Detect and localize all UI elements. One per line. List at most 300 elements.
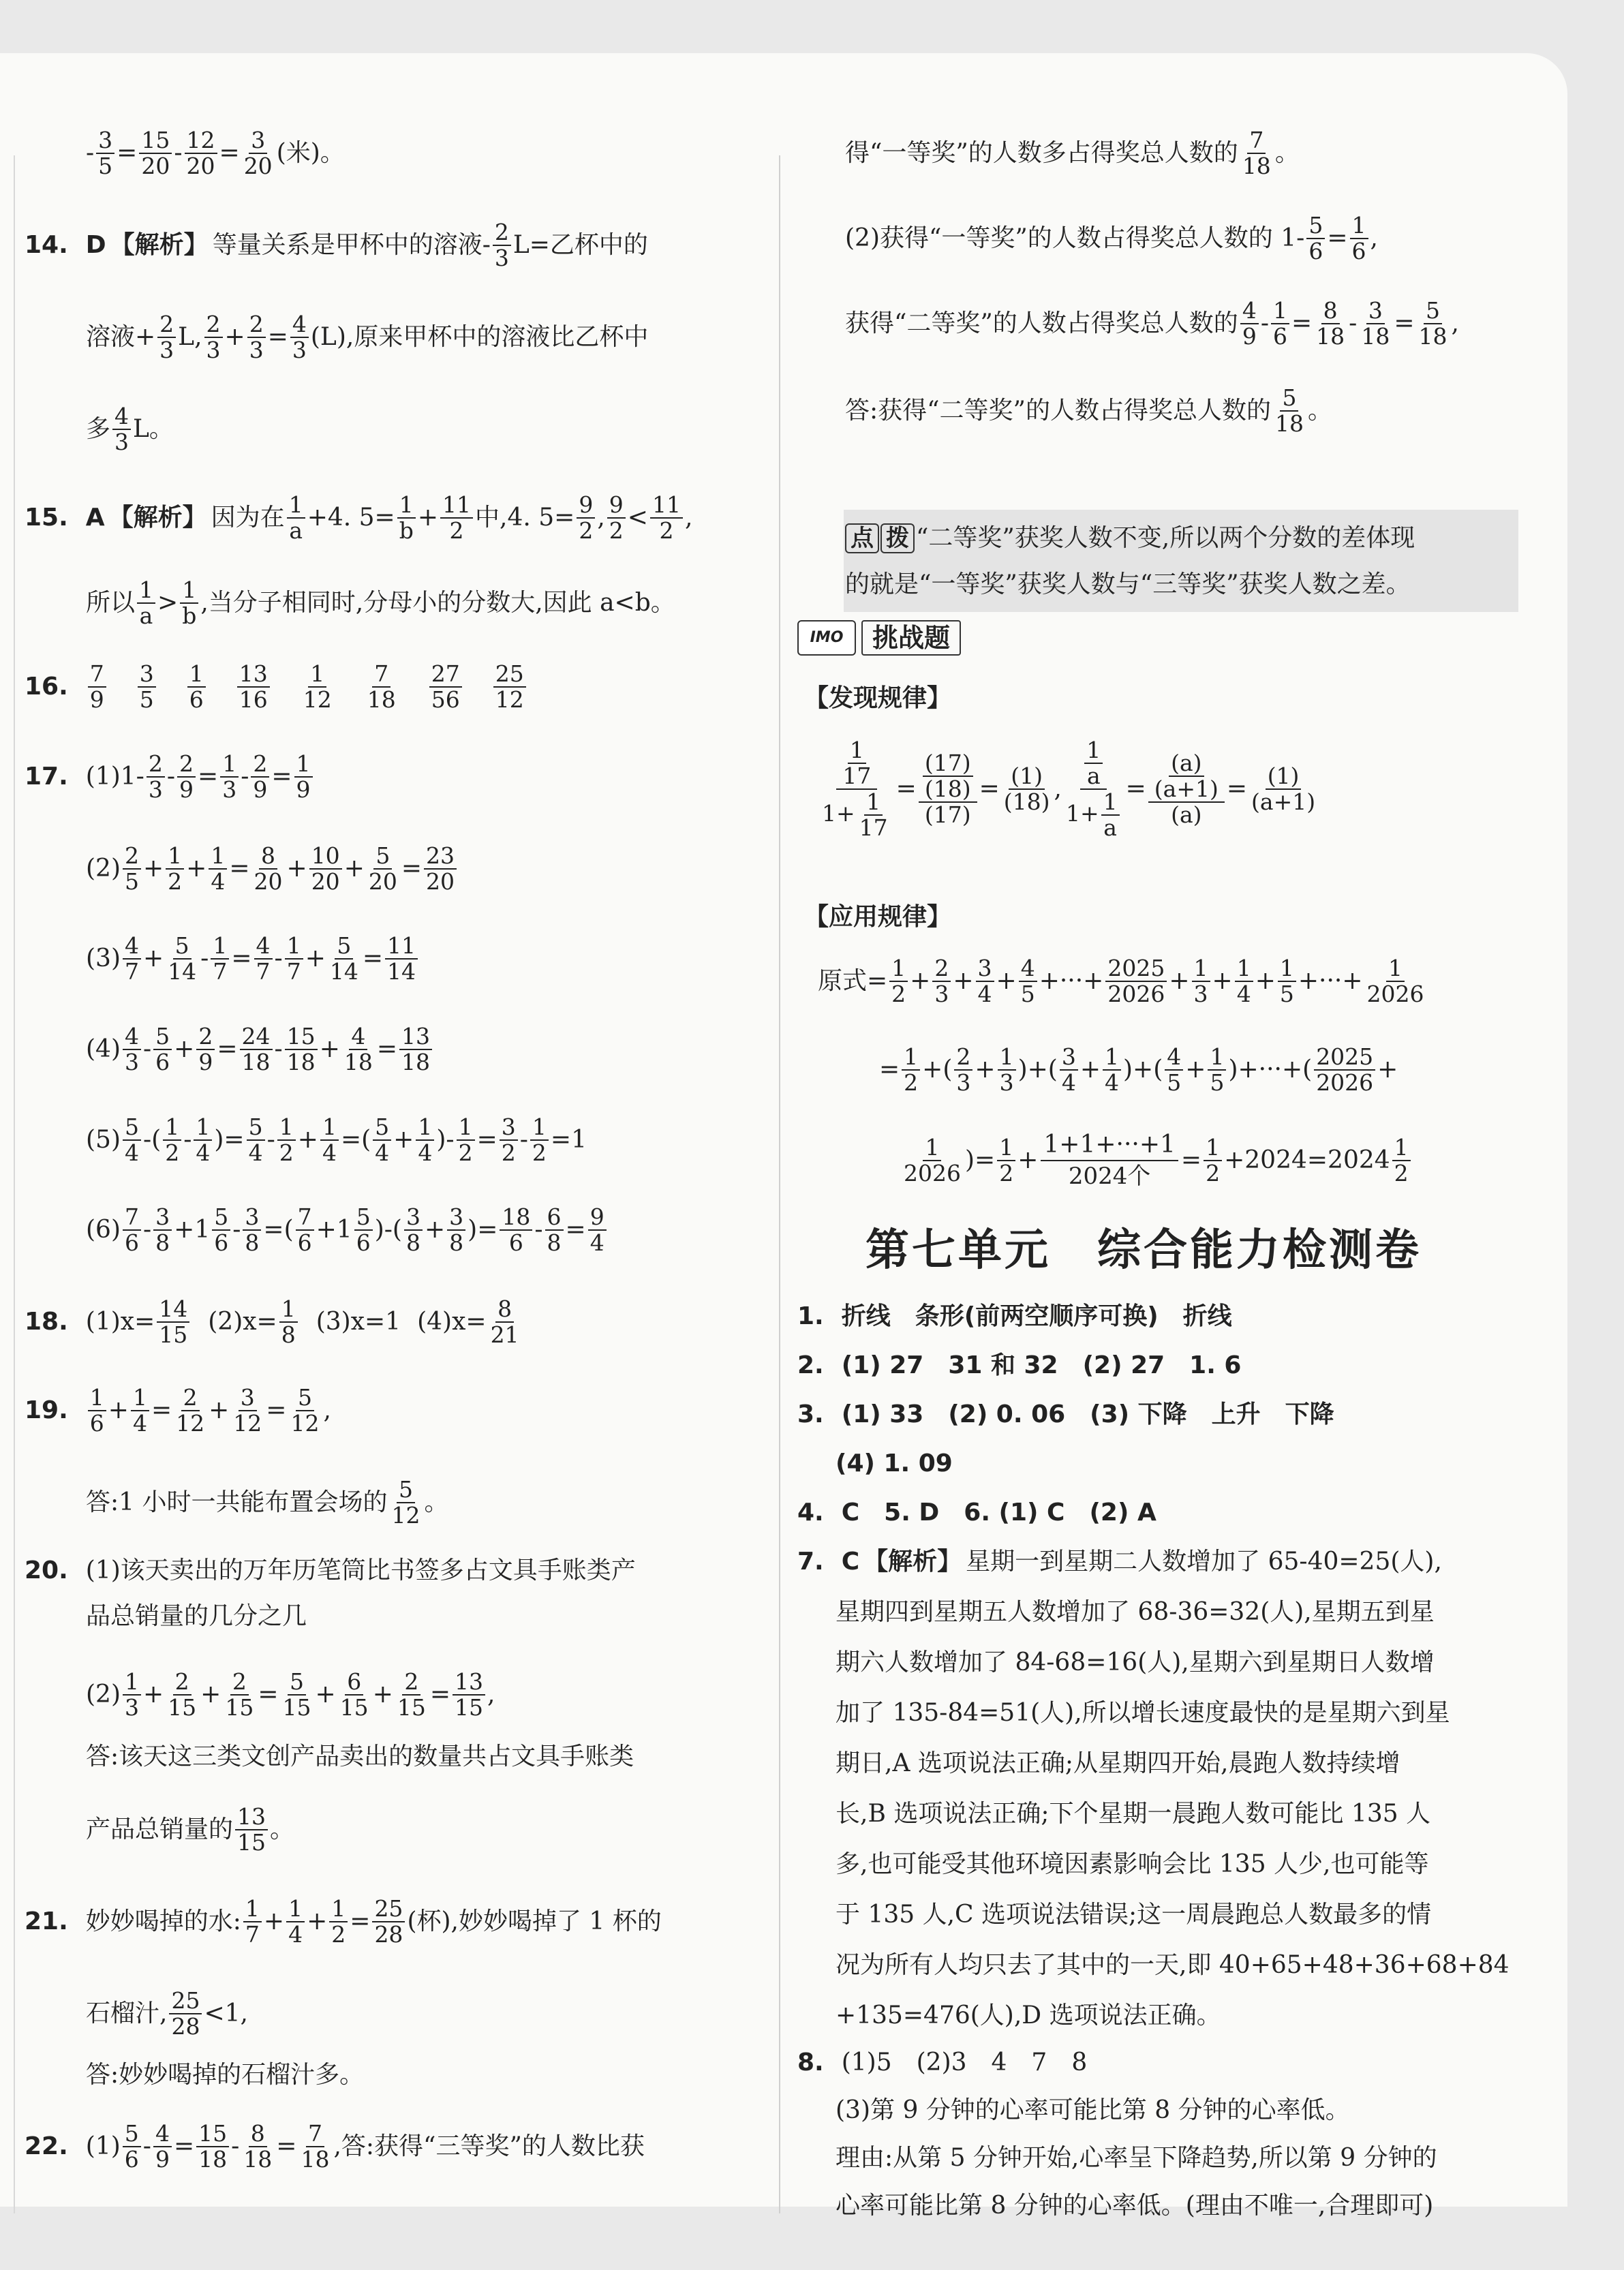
plus-sign: +	[1185, 1056, 1206, 1084]
text: -	[274, 1035, 283, 1063]
denominator: 56	[431, 686, 460, 713]
u7-line: 于 135 人,C 选项说法错误;这一周晨跑总人数最多的情	[836, 1901, 1432, 1929]
denominator: 4	[125, 1139, 139, 1166]
fraction	[1359, 298, 1392, 349]
text: 产品总销量的	[86, 1815, 234, 1843]
question-number: 17.	[25, 763, 68, 791]
denominator: 2026	[1107, 981, 1165, 1007]
question-number: 15.	[25, 504, 68, 532]
text: (1)x=	[85, 1308, 155, 1336]
fraction	[285, 934, 303, 984]
q16-line	[25, 662, 528, 712]
text: =	[429, 1681, 451, 1708]
numerator	[836, 738, 877, 790]
numerator: 24	[240, 1024, 273, 1050]
text: 1+	[1065, 800, 1099, 827]
fraction	[209, 844, 227, 894]
q16-fraction-list	[86, 662, 528, 712]
numerator: 2	[147, 752, 165, 778]
denominator: 6	[89, 1410, 104, 1437]
text: ,	[597, 504, 605, 532]
tip-line1	[845, 523, 1415, 553]
numerator: 1	[194, 1115, 212, 1141]
numerator: 5	[247, 1115, 265, 1141]
part-label: (3)	[86, 945, 121, 972]
denominator: 9	[89, 686, 104, 713]
text: 答:获得“二等奖”的人数占得奖总人数的	[845, 397, 1271, 425]
text: +	[417, 504, 439, 532]
text: =	[266, 1396, 287, 1424]
denominator: 2026	[904, 1160, 961, 1186]
plus-sign: +	[1255, 967, 1276, 995]
q20-line1	[25, 1556, 636, 1586]
text: 品总销量的几分之几	[86, 1602, 307, 1630]
fraction	[241, 2121, 274, 2172]
denominator: 5	[98, 153, 113, 179]
denominator: 20	[426, 868, 455, 895]
denominator: 8	[245, 1229, 260, 1256]
denominator: 6	[1308, 238, 1323, 264]
text: ,答:获得“三等奖”的人数比获	[333, 2132, 645, 2160]
numerator: 2	[157, 312, 176, 338]
fraction	[1249, 764, 1317, 814]
fraction	[328, 934, 361, 984]
denominator: 4	[211, 868, 226, 895]
denominator: 15	[225, 1694, 254, 1721]
u7-line: 星期四到星期五人数增加了 68-36=32(人),星期五到星	[836, 1598, 1435, 1626]
text: (2)x=	[208, 1308, 277, 1336]
numerator: 1	[1278, 956, 1296, 982]
text: +	[200, 1681, 221, 1708]
denominator: 8	[281, 1321, 296, 1348]
numerator: 1	[123, 1670, 141, 1696]
numerator: 4	[349, 1024, 367, 1050]
question-number: 4.	[797, 1499, 824, 1527]
numerator: 2	[196, 1024, 215, 1050]
denominator: 20	[186, 153, 215, 179]
fraction	[607, 493, 626, 543]
fraction	[354, 1205, 373, 1255]
denominator: 6	[189, 686, 204, 713]
numerator: 3	[1060, 1045, 1078, 1071]
text: =	[219, 139, 240, 167]
numerator: 2	[177, 752, 196, 778]
numerator: 15	[139, 128, 172, 154]
numerator: 7	[372, 662, 390, 688]
numerator: 1	[902, 1045, 920, 1071]
part-label: (6)	[86, 1216, 121, 1244]
text: -	[200, 945, 209, 972]
fraction	[1165, 1045, 1183, 1095]
fraction	[1271, 298, 1289, 349]
numerator: 5	[123, 2121, 141, 2147]
numerator: 7	[123, 1205, 141, 1231]
denominator: (17)	[924, 801, 971, 828]
denominator: 3	[148, 776, 163, 803]
q14-line2	[86, 312, 648, 363]
text: +4. 5=	[307, 504, 395, 532]
numerator: 4	[123, 1024, 141, 1050]
numerator: 3	[1366, 298, 1385, 324]
text: -	[519, 1126, 528, 1154]
numerator: 8	[1321, 298, 1340, 324]
numerator: 1	[1208, 1045, 1226, 1071]
fraction	[96, 128, 114, 179]
fraction	[285, 1024, 318, 1075]
text: -	[86, 139, 95, 167]
denominator: 2	[579, 517, 594, 544]
answer-letter: A	[85, 504, 105, 532]
text: ,	[1054, 775, 1062, 803]
fraction	[166, 934, 198, 984]
q14-line1	[25, 220, 648, 271]
numerator: 2	[932, 956, 951, 982]
numerator: 2	[204, 312, 223, 338]
text: +	[143, 1681, 164, 1708]
fraction	[1350, 213, 1368, 264]
denominator: 5	[139, 686, 154, 713]
denominator: 7	[125, 958, 139, 985]
fraction	[123, 844, 141, 894]
tip-line2	[845, 570, 1411, 600]
numerator: 9	[577, 493, 595, 519]
fraction	[88, 662, 106, 712]
numerator: 1	[294, 752, 313, 778]
text: (3)x=1	[316, 1308, 401, 1336]
text: =	[1291, 309, 1313, 337]
text: +	[315, 1681, 336, 1708]
denominator	[1064, 790, 1124, 840]
u3	[797, 1400, 1334, 1430]
text: =	[173, 2132, 195, 2160]
q17-p6	[86, 1205, 609, 1255]
denominator: 18	[343, 1049, 373, 1075]
fraction	[88, 1385, 106, 1436]
brace-content: 1+1+···+1	[1041, 1130, 1178, 1161]
text: -	[143, 1216, 152, 1244]
q19-answer	[86, 1477, 449, 1528]
numerator: 1	[277, 1115, 296, 1141]
q18-line	[25, 1297, 523, 1347]
fraction	[372, 1897, 405, 1947]
denominator: 2	[449, 517, 464, 544]
text: -	[534, 1216, 543, 1244]
fraction	[1105, 956, 1167, 1007]
fraction	[1235, 956, 1253, 1007]
fraction	[290, 312, 309, 363]
text: -	[232, 1216, 241, 1244]
complex-fraction	[1148, 751, 1225, 827]
fraction	[131, 1385, 149, 1436]
answer-text: (1) 33 (2) 0. 06 (3) 下降 上升 下降	[841, 1400, 1334, 1428]
r-line3	[845, 298, 1459, 349]
fraction	[251, 752, 269, 802]
numerator: 1	[220, 752, 239, 778]
denominator: 15	[455, 1694, 484, 1721]
denominator: a	[289, 517, 303, 544]
denominator: 2	[331, 1921, 346, 1948]
fraction	[1192, 956, 1210, 1007]
text: 中,4. 5=	[475, 504, 575, 532]
fraction	[235, 1805, 268, 1855]
numerator: 1	[997, 1135, 1015, 1161]
text: L。	[133, 415, 174, 443]
numerator: 1	[187, 662, 206, 688]
u7-line: 长,B 选项说法正确;下个星期一晨跑人数可能比 135 人	[836, 1800, 1431, 1828]
part-label: (2)	[86, 855, 121, 883]
numerator: 1	[1386, 956, 1405, 982]
denominator: 3	[1193, 981, 1208, 1007]
denominator: 17	[859, 814, 888, 841]
denominator: 7	[286, 958, 301, 985]
denominator: 2	[1206, 1160, 1221, 1186]
fraction	[1314, 1045, 1375, 1095]
numerator: 5	[397, 1477, 415, 1503]
brace-label: 2024个	[1068, 1163, 1151, 1190]
denominator: 18	[241, 1049, 271, 1075]
numerator: 1	[457, 1115, 475, 1141]
text: +	[224, 323, 245, 351]
fraction	[1306, 213, 1325, 264]
denominator: 5	[1020, 981, 1035, 1007]
numerator: 4	[1019, 956, 1037, 982]
fraction	[163, 1115, 181, 1165]
text: 得“一等奖”的人数多占得奖总人数的	[845, 139, 1238, 167]
text: =	[476, 1126, 497, 1154]
denominator: 6	[1272, 323, 1287, 350]
denominator: a	[1086, 763, 1101, 789]
denominator: 3	[125, 1694, 139, 1721]
apply-line3	[900, 1130, 1413, 1191]
numerator: 2	[181, 1385, 200, 1411]
text: 1+	[822, 800, 855, 827]
numerator: 2	[251, 752, 269, 778]
denominator: 8	[449, 1229, 464, 1256]
numerator: 1	[131, 1385, 149, 1411]
q21-line1	[25, 1897, 662, 1947]
fraction	[123, 1670, 141, 1720]
text: 答:1 小时一共能布置会场的	[86, 1488, 388, 1516]
numerator: 5	[1280, 386, 1298, 412]
fraction	[1365, 956, 1426, 1007]
numerator: 10	[309, 844, 342, 870]
denominator: 14	[329, 958, 358, 985]
numerator: 1	[308, 662, 326, 688]
fraction	[220, 752, 239, 802]
numerator: 1	[1103, 1045, 1121, 1071]
denominator: 12	[290, 1410, 320, 1437]
fraction	[123, 934, 141, 984]
fraction	[373, 1115, 391, 1165]
text: 。	[270, 1815, 295, 1843]
numerator: 1	[1235, 956, 1253, 982]
fraction	[153, 1024, 172, 1075]
fraction	[416, 1115, 434, 1165]
denominator: 4	[1061, 1069, 1076, 1096]
text: L=乙杯中的	[512, 231, 648, 259]
text: 等量关系是甲杯中的溶液-	[212, 231, 491, 259]
fraction	[196, 1024, 215, 1075]
q20-line5	[86, 1805, 294, 1855]
text: 因为在	[211, 504, 285, 532]
fraction	[493, 220, 511, 271]
fraction	[123, 1115, 141, 1165]
text: =(	[340, 1126, 371, 1154]
denominator: 4	[1236, 981, 1251, 1007]
q15-line2	[86, 578, 675, 628]
numerator: 3	[976, 956, 994, 982]
denominator: 3	[206, 337, 221, 363]
denominator: 2	[659, 517, 674, 544]
numerator: 2	[123, 844, 141, 870]
fraction	[998, 1045, 1016, 1095]
denominator: 18	[1361, 323, 1390, 350]
text: =	[879, 1056, 900, 1084]
numerator: 3	[404, 1205, 423, 1231]
fraction	[1101, 790, 1120, 840]
fraction	[1002, 764, 1052, 814]
denominator: 8	[547, 1229, 562, 1256]
numerator: 1	[1392, 1135, 1411, 1161]
text: +	[393, 1126, 414, 1154]
denominator: 18	[367, 686, 396, 713]
denominator: 12	[233, 1410, 262, 1437]
text: )=	[964, 1146, 996, 1174]
answer-text: 折线 条形(前两空顺序可换) 折线	[841, 1302, 1232, 1330]
numerator: 7	[1247, 128, 1266, 154]
text: =	[401, 855, 423, 883]
section-label: 【应用规律】	[804, 903, 952, 931]
fraction	[243, 1205, 261, 1255]
numerator: 5	[173, 934, 191, 960]
numerator: 1	[848, 738, 866, 764]
fraction	[287, 493, 305, 543]
denominator: 3	[249, 337, 264, 363]
denominator: 20	[243, 153, 273, 179]
fraction	[1019, 956, 1037, 1007]
numerator: 12	[185, 128, 217, 154]
text: )+···+(	[1228, 1056, 1313, 1084]
fraction	[1240, 128, 1273, 179]
numerator: 8	[259, 844, 277, 870]
numerator: 15	[285, 1024, 318, 1050]
denominator: (a+1)	[1251, 788, 1316, 815]
denominator: 6	[214, 1229, 229, 1256]
fraction	[286, 1897, 305, 1947]
text: +···+	[1298, 967, 1363, 995]
part-label: (4)	[86, 1035, 121, 1063]
numerator: 1	[243, 1897, 262, 1922]
numerator: 1	[209, 844, 227, 870]
denominator: 9	[155, 2146, 170, 2173]
numerator: 1	[211, 934, 229, 960]
fraction	[447, 1205, 465, 1255]
numerator: 9	[588, 1205, 607, 1231]
text: =	[271, 763, 292, 791]
denominator: 4	[132, 1410, 147, 1437]
numerator	[919, 751, 977, 803]
text: 溶液+	[86, 323, 156, 351]
denominator: 12	[176, 1410, 205, 1437]
fraction	[429, 662, 462, 712]
fraction	[301, 662, 334, 712]
numerator: 5	[335, 934, 353, 960]
denominator: 20	[368, 868, 397, 895]
u7-line: 期六人数增加了 84-68=16(人),星期六到星期日人数增	[836, 1648, 1435, 1676]
fraction	[139, 128, 172, 179]
fraction	[177, 752, 196, 802]
text: <	[627, 504, 648, 532]
fraction	[252, 844, 285, 894]
denominator: 28	[171, 2013, 200, 2040]
analysis-tag: 【解析】	[108, 504, 207, 532]
denominator: 18	[1242, 153, 1271, 179]
denominator: 2	[999, 1160, 1014, 1186]
numerator: 1	[180, 578, 198, 604]
text: 。	[1307, 397, 1332, 425]
fraction	[650, 493, 683, 543]
text: 妙妙喝掉的水:	[85, 1907, 241, 1935]
numerator: 1	[1350, 213, 1368, 239]
question-number: 19.	[25, 1396, 68, 1424]
fraction	[857, 790, 890, 840]
denominator: 14	[387, 958, 416, 985]
text: +	[372, 1681, 393, 1708]
numerator: 1	[329, 1897, 348, 1922]
denominator: 14	[168, 958, 197, 985]
numerator: 4	[254, 934, 273, 960]
denominator: 15	[237, 1829, 266, 1856]
fraction	[166, 1670, 198, 1720]
left-margin-rule	[14, 155, 15, 2213]
numerator: 13	[237, 662, 270, 688]
complex-fraction	[820, 738, 894, 840]
denominator: 28	[374, 1921, 403, 1948]
text: =	[1125, 775, 1146, 803]
fraction	[231, 1385, 264, 1436]
fraction	[1208, 1045, 1226, 1095]
text: -	[231, 2132, 240, 2160]
plus-sign: +	[953, 967, 974, 995]
denominator: 18	[301, 2146, 330, 2173]
fraction	[185, 128, 217, 179]
part-label: (2)	[86, 1681, 121, 1708]
fraction	[212, 1205, 230, 1255]
fraction	[174, 1385, 206, 1436]
denominator: 18	[1316, 323, 1345, 350]
denominator: b	[182, 602, 197, 629]
numerator: 3	[153, 1205, 172, 1231]
numerator: 2	[493, 220, 511, 246]
denominator: 20	[311, 868, 340, 895]
denominator: 15	[397, 1694, 426, 1721]
text: =	[151, 1396, 172, 1424]
denominator: 2	[165, 1139, 180, 1166]
text: )-	[436, 1126, 455, 1154]
text: “二等奖”获奖人数不变,所以两个分数的差体现	[916, 524, 1415, 552]
r-line1	[845, 128, 1300, 179]
numerator: 25	[372, 1897, 405, 1922]
text: +1	[174, 1216, 211, 1244]
question-number: 16.	[25, 673, 68, 701]
numerator: 23	[424, 844, 457, 870]
text: +(	[922, 1056, 953, 1084]
denominator: 15	[168, 1694, 197, 1721]
fraction	[954, 1045, 972, 1095]
fraction	[1314, 298, 1347, 349]
fraction	[329, 1897, 348, 1947]
fraction	[902, 1045, 920, 1095]
